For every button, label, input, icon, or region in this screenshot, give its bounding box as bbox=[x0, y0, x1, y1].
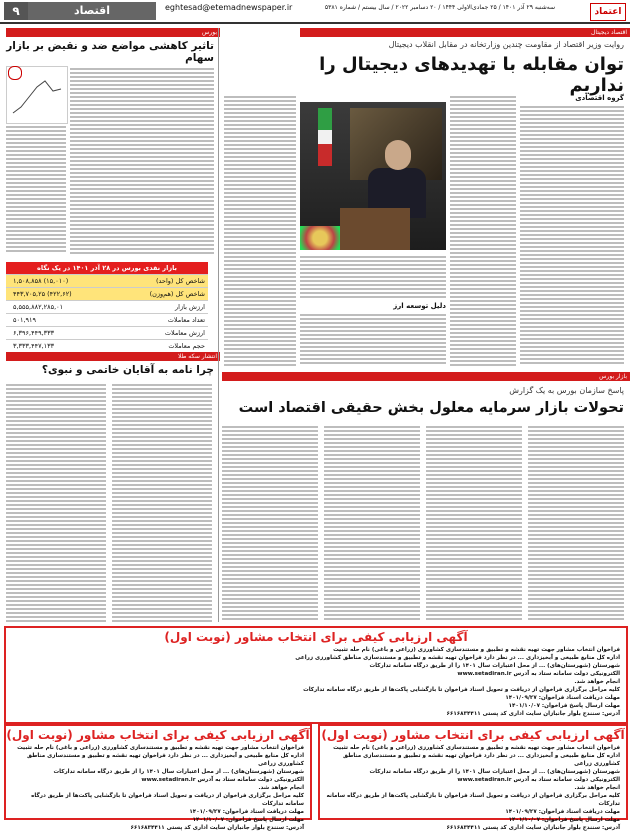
flag bbox=[318, 130, 332, 144]
photo-caption bbox=[300, 254, 446, 300]
main-article-text bbox=[450, 94, 516, 366]
market-table-title: بازار نقدی بورس در ۲۸ آذر ۱۴۰۱ در یک نگاه bbox=[6, 262, 208, 275]
ad-body: فراخوان انتخاب مشاور جهت تهیه نقشه و تطبیق و مستندسازی کشاورزی (زراعی و باغی) نام حله تثبیت اداره کل منابع طبیعی و آبخیزداری ... در نظر دارد فراخوان تهیه نقشه و تطبیق و مستندسازی مناطق کشاورزی زراعی شهرستان (شهرستان‌های) ... از محل اعتبارات سال ۱۴۰۱ را از طریق درگاه سامانه تدارکات الکترونیکی دولت سامانه ستاد به آدرس www.setadiran.ir انجام خواهد شد. کلیه مراحل برگزاری فراخوان از دریافت و تحویل اسناد فراخوان تا بازگشایی پاکت‌ها از طریق درگاه سامانه تدارکات مهلت دریافت اسناد فراخوان: ۱۴۰۱/۰۹/۲۷ مهلت ارسال پاسخ فراخوان: ۱۴۰۱/۱۰/۰۷ آدرس: سنندج بلوار جانبازان سایت اداری کد پستی ۶۶۱۶۸۳۴۴۱۱ bbox=[326, 745, 620, 831]
flag bbox=[318, 108, 332, 130]
table-row: تعداد معاملات ۵۰۱,۹۱۹ bbox=[6, 314, 208, 327]
ad-body: فراخوان انتخاب مشاور جهت تهیه نقشه و تطبیق و مستندسازی کشاورزی (زراعی و باغی) نام حله تثبیت اداره کل منابع طبیعی و آبخیزداری ... در نظر دارد فراخوان تهیه نقشه و تطبیق و مستندسازی مناطق کشاورزی زراعی شهرستان (شهرستان‌های) ... از محل اعتبارات سال ۱۴۰۱ را از طریق درگاه سامانه تدارکات الکترونیکی دولت سامانه ستاد به آدرس www.setadiran.ir انجام خواهد شد. کلیه مراحل برگزاری فراخوان از دریافت و تحویل اسناد فراخوان تا بازگشایی پاکت‌ها از طریق درگاه سامانه تدارکات مهلت دریافت اسناد فراخوان: ۱۴۰۱/۰۹/۲۷ مهلت ارسال پاسخ فراخوان: ۱۴۰۱/۱۰/۰۷ آدرس: سنندج بلوار جانبازان سایت اداری کد پستی ۶۶۱۶۸۳۴۴۱۱ bbox=[17, 745, 304, 831]
stock-article-text bbox=[6, 124, 66, 254]
column-divider bbox=[218, 28, 219, 622]
market-table bbox=[6, 262, 208, 353]
section-label: اقتصاد دیجیتال bbox=[300, 28, 630, 37]
dateline: سه‌شنبه ۲۹ آذر ۱۴۰۱ / ۲۵ جمادی‌الاولی ۱۴۴۴ / ۲۰ دسامبر ۲۰۲۲ / سال بیستم / شماره ۵۳۸۱ bbox=[324, 4, 555, 11]
table-row: حجم معاملات ۳,۳۳۳,۴۴۷,۱۳۳ bbox=[6, 340, 208, 353]
gold-article-text bbox=[112, 382, 212, 622]
main-headline: توان مقابله با تهدیدهای دیجیتال را نداریم bbox=[319, 54, 624, 96]
flag bbox=[318, 144, 332, 166]
capital-section-label: بازار بورس bbox=[222, 372, 630, 381]
tender-ad bbox=[4, 626, 628, 724]
capital-headline: تحولات بازار سرمایه معلول بخش حقیقی اقتصاد است bbox=[238, 400, 624, 416]
newspaper-logo: اعتماد bbox=[590, 3, 626, 21]
gold-headline: چرا نامه به آقایان خاتمی و نبوی؟ bbox=[41, 364, 214, 376]
main-article-text bbox=[520, 104, 624, 366]
table-row: شاخص کل (هم‌وزن) ۴۴۳,۷۰۵,۲۵ (۴۲۲,۶۲) bbox=[6, 288, 208, 301]
stock-headline: تاثیر کاهشی مواضع ضد و نقیض بر بازار سهام bbox=[6, 40, 214, 64]
flowers bbox=[300, 226, 340, 250]
tender-ad bbox=[4, 724, 312, 831]
gold-section-label: انتشار سکه طلا bbox=[6, 352, 220, 361]
table-row: ارزش معاملات ۶,۳۹۶,۴۴۹,۳۳۳ bbox=[6, 327, 208, 340]
capital-article-text bbox=[324, 424, 420, 620]
tender-ad bbox=[318, 724, 628, 831]
capital-kicker: پاسخ سازمان بورس به یک گزارش bbox=[509, 386, 624, 395]
gold-article-text bbox=[6, 382, 106, 622]
table-row: شاخص کل (واحد) ۱,۵۰۸,۸۵۸ (۱۵,۰۱۰) bbox=[6, 275, 208, 288]
main-article-text bbox=[300, 312, 446, 366]
table-row: ارزش بازار ۵,۵۵۵,۸۸۲,۲۸۵,۰۱ bbox=[6, 301, 208, 314]
podium bbox=[340, 208, 410, 250]
stock-article-text bbox=[70, 66, 214, 254]
section-tab: اقتصاد bbox=[28, 2, 156, 20]
stock-stamp bbox=[8, 66, 22, 80]
capital-article-text bbox=[222, 424, 318, 620]
stock-section-label: بورس bbox=[6, 28, 220, 37]
page-number: ۹ bbox=[4, 2, 28, 20]
site-email: eghtesad@etemadnewspaper.ir bbox=[165, 3, 293, 12]
ad-title: آگهی ارزیابی کیفی برای انتخاب مشاور (نوبت اول) bbox=[164, 630, 468, 644]
main-kicker: روایت وزیر اقتصاد از مقاومت چندین وزارتخانه در مقابل انقلاب دیجیتال bbox=[388, 40, 624, 49]
speaker bbox=[385, 140, 411, 170]
capital-article-text bbox=[426, 424, 522, 620]
ad-title: آگهی ارزیابی کیفی برای انتخاب مشاور (نوبت اول) bbox=[6, 728, 310, 742]
main-subsection: گروه اقتصادی bbox=[575, 94, 624, 102]
ad-title: آگهی ارزیابی کیفی برای انتخاب مشاور (نوبت اول) bbox=[321, 728, 625, 742]
main-article-text bbox=[224, 94, 296, 366]
capital-article-text bbox=[528, 424, 624, 620]
ad-body: فراخوان انتخاب مشاور جهت تهیه نقشه و تطبیق و مستندسازی کشاورزی (زراعی و باغی) نام حله تثبیت اداره کل منابع طبیعی و آبخیزداری ... در نظر دارد فراخوان تهیه نقشه و تطبیق و مستندسازی مناطق کشاورزی زراعی شهرستان (شهرستان‌های) ... از محل اعتبارات سال ۱۴۰۱ را از طریق درگاه سامانه تدارکات الکترونیکی دولت سامانه ستاد به آدرس www.setadiran.ir انجام خواهد شد. کلیه مراحل برگزاری فراخوان از دریافت و تحویل اسناد فراخوان تا بازگشایی پاکت‌ها از طریق درگاه سامانه تدارکات مهلت دریافت اسناد فراخوان: ۱۴۰۱/۰۹/۲۷ مهلت ارسال پاسخ فراخوان: ۱۴۰۱/۱۰/۰۷ آدرس: سنندج بلوار جانبازان سایت اداری کد پستی ۶۶۱۶۸۳۴۴۱۱ bbox=[295, 647, 620, 717]
main-subhead: دلیل توسعه ارز bbox=[393, 302, 446, 310]
